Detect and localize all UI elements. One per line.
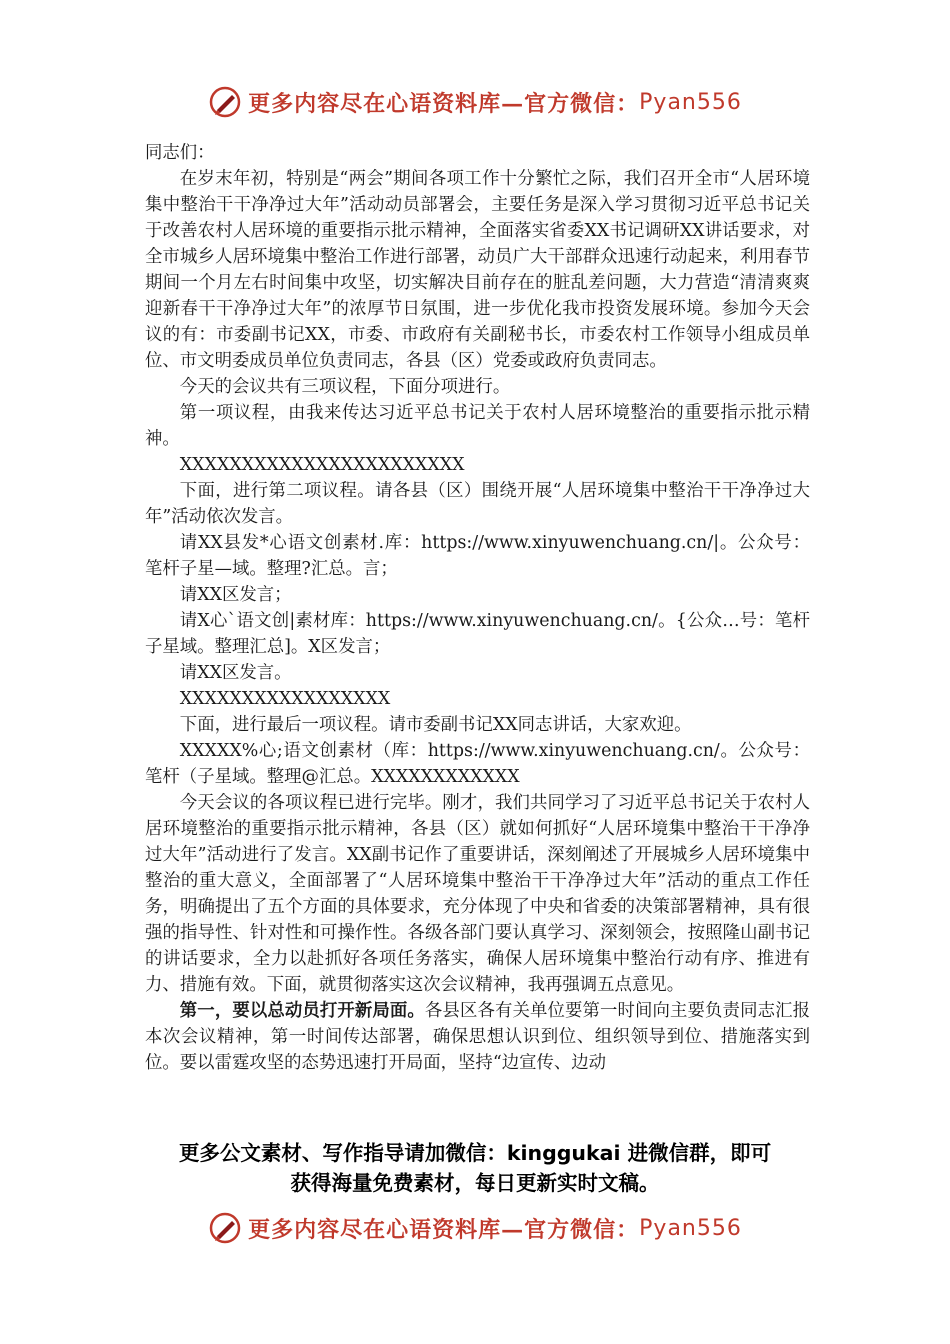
banner-text: 更多内容尽在心语资料库—官方微信： xyxy=(248,1216,640,1243)
paragraph: 第一项议程，由我来传达习近平总书记关于农村人居环境整治的重要指示批示精神。 xyxy=(145,403,810,449)
point-one-heading: 第一，要以总动员打开新局面。 xyxy=(179,1001,425,1021)
promo-notice xyxy=(0,1138,950,1198)
paragraph: XXXXX%心;语文创素材（库：https://www.xinyuwenchuang.cn/。公众号：笔杆（子星域。整理@汇总。XXXXXXXXXXXX xyxy=(145,741,810,787)
paragraph: 请X心`语文创|素材库：https://www.xinyuwenchuang.cn/。{公众…号：笔杆子星域。整理汇总]。X区发言； xyxy=(145,611,810,657)
paragraph: 今天的会议共有三项议程，下面分项进行。 xyxy=(179,377,511,397)
paragraph: XXXXXXXXXXXXXXXXX xyxy=(179,689,391,709)
paragraph: 下面，进行第二项议程。请各县（区）围绕开展“人居环境集中整治干干净净过大年”活动依次发言。 xyxy=(145,481,810,527)
header-banner xyxy=(0,82,950,122)
pen-logo-icon xyxy=(208,1211,242,1245)
paragraph: 下面，进行最后一项议程。请市委副书记XX同志讲话，大家欢迎。 xyxy=(179,715,692,735)
paragraph: 请XX县发*心语文创素材.库：https://www.xinyuwenchuang.cn/|。公众号：笔杆子星—域。整理?汇总。言； xyxy=(145,533,810,579)
pen-logo-icon xyxy=(208,85,242,119)
promo-line-1: 更多公文素材、写作指导请加微信：kinggukai 进微信群，即可 xyxy=(178,1141,772,1165)
paragraph: 请XX区发言。 xyxy=(179,663,292,683)
banner-text: 更多内容尽在心语资料库—官方微信： xyxy=(248,90,640,117)
salutation: 同志们： xyxy=(145,143,215,163)
document-body xyxy=(145,140,810,1076)
point-one-paragraph xyxy=(145,998,810,1076)
paragraph: 今天会议的各项议程已进行完毕。刚才，我们共同学习了习近平总书记关于农村人居环境整治的重要指示批示精神，各县（区）就如何抓好“人居环境集中整治干干净净过大年”活动进行了发言。XX副书记作了重要讲话，深刻阐述了开展城乡人居环境集中整治的重大意义，全面部署了“人居环境集中整治干干净净过大年”活动的重点工作任务，明确提出了五个方面的具体要求，充分体现了中央和省委的决策部署精神，具有很强的指导性、针对性和可操作性。各级各部门要认真学习、深刻领会，按照隆山副书记的讲话要求，全力以赴抓好各项任务落实，确保人居环境集中整治行动有序、推进有力、措施有效。下面，就贯彻落实这次会议精神，我再强调五点意见。 xyxy=(145,793,810,995)
point-one-body: 各县区各有关单位要第一时间向主要负责同志汇报本次会议精神，第一时间传达部署，确保思想认识到位、组织领导到位、措施落实到位。要以雷霆攻坚的态势迅速打开局面，坚持“边宣传、边动 xyxy=(145,1001,810,1073)
footer-banner xyxy=(0,1208,950,1248)
promo-line-2: 获得海量免费素材，每日更新实时文稿。 xyxy=(290,1171,660,1195)
banner-wechat-id: Pyan556 xyxy=(639,1215,742,1241)
paragraph: 请XX区发言； xyxy=(179,585,292,605)
paragraph: 在岁末年初，特别是“两会”期间各项工作十分繁忙之际，我们召开全市“人居环境集中整治干干净净过大年”活动动员部署会，主要任务是深入学习贯彻习近平总书记关于改善农村人居环境的重要指示批示精神，全面落实省委XX书记调研XX讲话要求，对全市城乡人居环境集中整治工作进行部署，动员广大干部群众迅速行动起来，利用春节期间一个月左右时间集中攻坚，切实解决目前存在的脏乱差问题，大力营造“清清爽爽迎新春干干净净过大年”的浓厚节日氛围，进一步优化我市投资发展环境。参加今天会议的有：市委副书记XX，市委、市政府有关副秘书长，市委农村工作领导小组成员单位、市文明委成员单位负责同志，各县（区）党委或政府负责同志。 xyxy=(145,169,810,371)
paragraph: XXXXXXXXXXXXXXXXXXXXXXX xyxy=(179,455,465,475)
banner-wechat-id: Pyan556 xyxy=(639,89,742,115)
